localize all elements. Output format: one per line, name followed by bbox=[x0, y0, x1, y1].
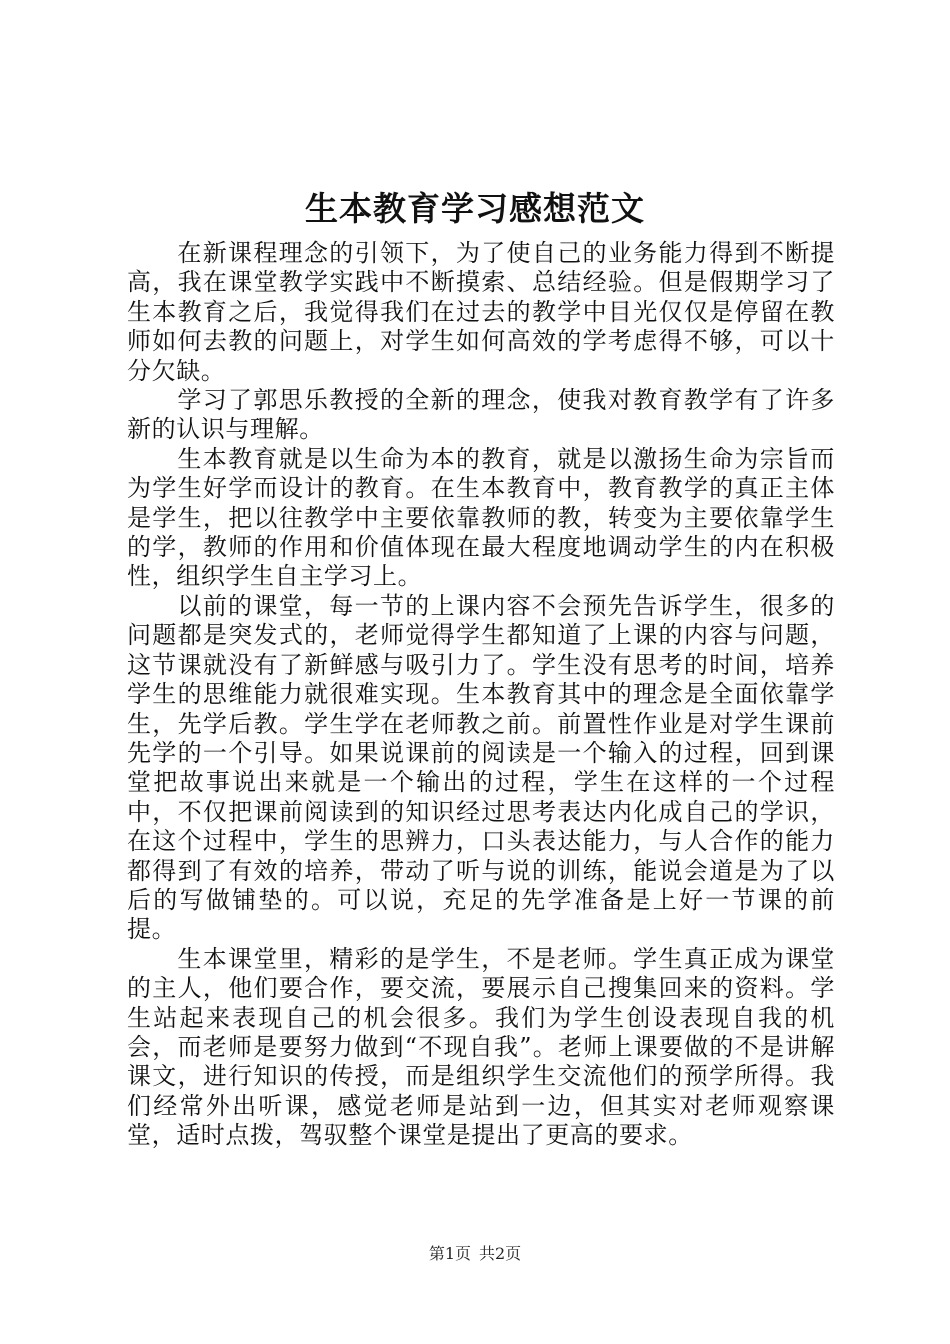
paragraph-5: 生本课堂里，精彩的是学生，不是老师。学生真正成为课堂的主人，他们要合作，要交流，要展示自己搜集回来的资料。学生站起来表现自己的机会很多。我们为学生创设表现自我的机会，而老师是要努力做到“不现自我”。老师上课要做的不是讲解课文，进行知识的传授，而是组织学生交流他们的预学所得。我们经常外出听课，感觉老师是站到一边，但其实对老师观察课堂，适时点拨，驾驭整个课堂是提出了更高的要求。 bbox=[127, 944, 835, 1150]
paragraph-4: 以前的课堂，每一节的上课内容不会预先告诉学生，很多的问题都是突发式的，老师觉得学生都知道了上课的内容与问题，这节课就没有了新鲜感与吸引力了。学生没有思考的时间，培养学生的思维能力就很难实现。生本教育其中的理念是全面依靠学生，先学后教。学生学在老师教之前。前置性作业是对学生课前先学的一个引导。如果说课前的阅读是一个输入的过程，回到课堂把故事说出来就是一个输出的过程，学生在这样的一个过程中，不仅把课前阅读到的知识经过思考表达内化成自己的学识，在这个过程中，学生的思辨力，口头表达能力，与人合作的能力都得到了有效的培养，带动了听与说的训练，能说会道是为了以后的写做铺垫的。可以说，充足的先学准备是上好一节课的前提。 bbox=[127, 591, 835, 944]
paragraph-3: 生本教育就是以生命为本的教育，就是以激扬生命为宗旨而为学生好学而设计的教育。在生本教育中，教育教学的真正主体是学生，把以往教学中主要依靠教师的教，转变为主要依靠学生的学，教师的作用和价值体现在最大程度地调动学生的内在积极性，组织学生自主学习上。 bbox=[127, 444, 835, 591]
page-total: 共2页 bbox=[479, 1244, 522, 1263]
page-number: 第1页 bbox=[428, 1244, 471, 1263]
page-footer bbox=[0, 1243, 950, 1265]
document-body bbox=[127, 239, 835, 1151]
paragraph-2: 学习了郭思乐教授的全新的理念，使我对教育教学有了许多新的认识与理解。 bbox=[127, 386, 835, 444]
paragraph-1: 在新课程理念的引领下，为了使自己的业务能力得到不断提高，我在课堂教学实践中不断摸索、总结经验。但是假期学习了生本教育之后，我觉得我们在过去的教学中目光仅仅是停留在教师如何去教的问题上，对学生如何高效的学考虑得不够，可以十分欠缺。 bbox=[127, 239, 835, 385]
document-title: 生本教育学习感想范文 bbox=[305, 189, 645, 228]
